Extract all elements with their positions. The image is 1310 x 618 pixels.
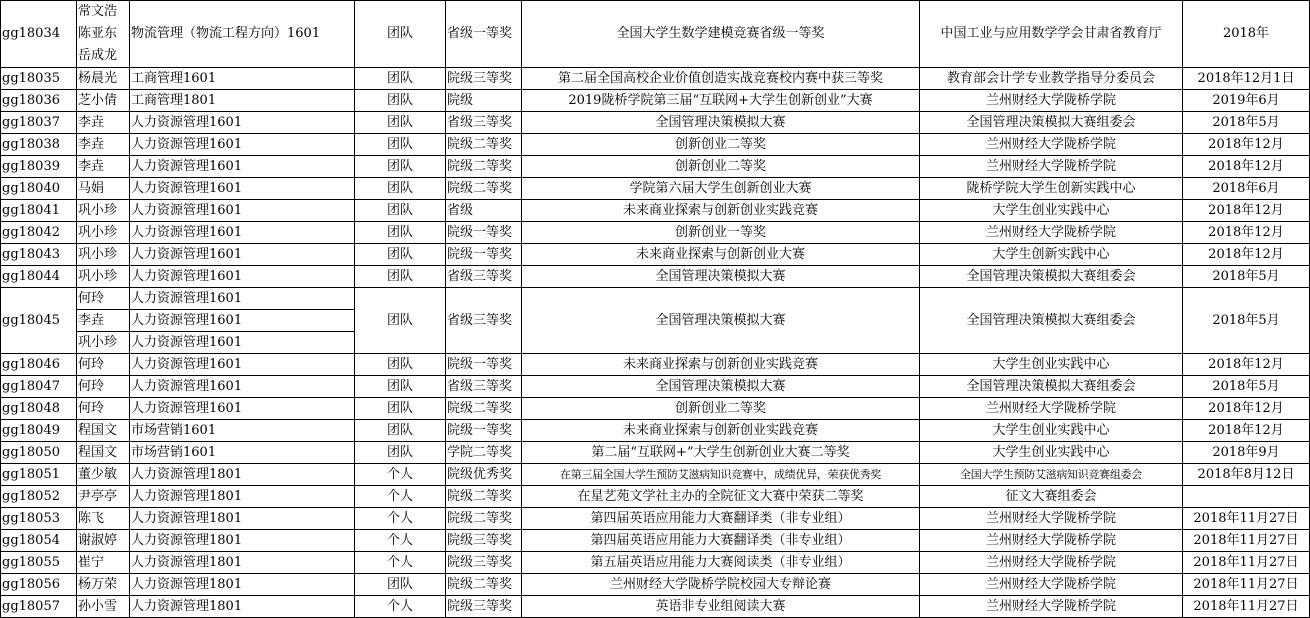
major-cell: 人力资源管理1601 bbox=[130, 288, 355, 310]
major-cell: 人力资源管理1801 bbox=[130, 508, 355, 530]
organizer-cell: 陇桥学院大学生创新实践中心 bbox=[920, 178, 1183, 200]
award-level-cell: 院级优秀奖 bbox=[446, 464, 522, 486]
type-cell: 团队 bbox=[355, 574, 446, 596]
name-cell: 巩小珍 bbox=[77, 244, 130, 266]
name-line: 常文浩 bbox=[78, 4, 118, 19]
organizer-cell: 中国工业与应用数学学会甘肃省教育厅 bbox=[920, 1, 1183, 68]
record-id-cell: gg18057 bbox=[1, 596, 77, 618]
contest-cell: 第四届英语应用能力大赛翻译类（非专业组） bbox=[522, 508, 920, 530]
organizer-cell: 征文大赛组委会 bbox=[920, 486, 1183, 508]
type-cell: 团队 bbox=[355, 90, 446, 112]
award-level-cell: 院级二等奖 bbox=[446, 178, 522, 200]
table-row bbox=[1, 178, 1310, 200]
contest-cell: 第五届英语应用能力大赛阅读类（非专业组） bbox=[522, 552, 920, 574]
table-row bbox=[1, 398, 1310, 420]
award-level-cell: 院级二等奖 bbox=[446, 486, 522, 508]
contest-cell: 未来商业探索与创新创业实践竞赛 bbox=[522, 420, 920, 442]
organizer-cell: 全国管理决策模拟大赛组委会 bbox=[920, 266, 1183, 288]
organizer-cell: 兰州财经大学陇桥学院 bbox=[920, 90, 1183, 112]
name-cell: 李垚 bbox=[77, 310, 130, 332]
record-id-cell: gg18038 bbox=[1, 134, 77, 156]
name-cell: 巩小珍 bbox=[77, 222, 130, 244]
table-row bbox=[1, 156, 1310, 178]
name-cell: 李垚 bbox=[77, 134, 130, 156]
major-cell: 物流管理（物流工程方向）1601 bbox=[130, 1, 355, 68]
organizer-cell: 大学生创业实践中心 bbox=[920, 420, 1183, 442]
type-cell: 团队 bbox=[355, 112, 446, 134]
major-cell: 人力资源管理1801 bbox=[130, 486, 355, 508]
date-cell: 2018年5月 bbox=[1183, 288, 1310, 354]
type-cell: 团队 bbox=[355, 420, 446, 442]
date-cell: 2018年12月 bbox=[1183, 420, 1310, 442]
table-row bbox=[1, 266, 1310, 288]
type-cell: 团队 bbox=[355, 266, 446, 288]
organizer-cell: 兰州财经大学陇桥学院 bbox=[920, 222, 1183, 244]
table-row bbox=[1, 530, 1310, 552]
date-cell: 2018年12月 bbox=[1183, 134, 1310, 156]
date-cell: 2018年5月 bbox=[1183, 376, 1310, 398]
table-row bbox=[1, 134, 1310, 156]
contest-cell: 全国管理决策模拟大赛 bbox=[522, 112, 920, 134]
contest-cell: 未来商业探索与创新创业实践竞赛 bbox=[522, 200, 920, 222]
major-cell: 人力资源管理1801 bbox=[130, 530, 355, 552]
contest-cell: 兰州财经大学陇桥学院校园大专辩论赛 bbox=[522, 574, 920, 596]
record-id-cell: gg18048 bbox=[1, 398, 77, 420]
contest-cell: 未来商业探索与创新创业实践竞赛 bbox=[522, 354, 920, 376]
organizer-cell: 教育部会计学专业教学指导分委员会 bbox=[920, 68, 1183, 90]
contest-cell: 创新创业二等奖 bbox=[522, 156, 920, 178]
major-cell: 人力资源管理1601 bbox=[130, 244, 355, 266]
table-row bbox=[1, 486, 1310, 508]
major-cell: 人力资源管理1601 bbox=[130, 112, 355, 134]
name-cell: 巩小珍 bbox=[77, 332, 130, 354]
award-level-cell: 学院二等奖 bbox=[446, 442, 522, 464]
type-cell: 个人 bbox=[355, 486, 446, 508]
major-cell: 市场营销1601 bbox=[130, 442, 355, 464]
award-level-cell: 省级三等奖 bbox=[446, 376, 522, 398]
record-id-cell: gg18053 bbox=[1, 508, 77, 530]
name-cell: 马娟 bbox=[77, 178, 130, 200]
award-level-cell: 院级三等奖 bbox=[446, 530, 522, 552]
award-level-cell: 院级二等奖 bbox=[446, 508, 522, 530]
award-level-cell: 省级一等奖 bbox=[446, 1, 522, 68]
award-level-cell: 院级二等奖 bbox=[446, 156, 522, 178]
award-level-cell: 省级三等奖 bbox=[446, 266, 522, 288]
major-cell: 人力资源管理1601 bbox=[130, 156, 355, 178]
contest-cell: 在第三届全国大学生预防艾滋病知识竞赛中，成绩优异，荣获优秀奖 bbox=[522, 464, 920, 486]
contest-cell: 第四届英语应用能力大赛翻译类（非专业组） bbox=[522, 530, 920, 552]
type-cell: 团队 bbox=[355, 354, 446, 376]
date-cell: 2018年9月 bbox=[1183, 442, 1310, 464]
table-row bbox=[1, 244, 1310, 266]
table-row bbox=[1, 288, 1310, 310]
record-id-cell: gg18039 bbox=[1, 156, 77, 178]
table-row bbox=[1, 222, 1310, 244]
table-row bbox=[1, 90, 1310, 112]
name-cell: 董少敏 bbox=[77, 464, 130, 486]
table-row bbox=[1, 376, 1310, 398]
type-cell: 个人 bbox=[355, 530, 446, 552]
name-cell: 巩小珍 bbox=[77, 200, 130, 222]
table-row bbox=[1, 1, 1310, 68]
record-id-cell: gg18040 bbox=[1, 178, 77, 200]
table-row bbox=[1, 574, 1310, 596]
name-cell: 何玲 bbox=[77, 354, 130, 376]
date-cell: 2018年12月 bbox=[1183, 354, 1310, 376]
table-row bbox=[1, 68, 1310, 90]
major-cell: 人力资源管理1601 bbox=[130, 354, 355, 376]
record-id-cell: gg18037 bbox=[1, 112, 77, 134]
table-row bbox=[1, 442, 1310, 464]
name-cell: 孙小雪 bbox=[77, 596, 130, 618]
major-cell: 人力资源管理1801 bbox=[130, 574, 355, 596]
record-id-cell: gg18046 bbox=[1, 354, 77, 376]
record-id-cell: gg18056 bbox=[1, 574, 77, 596]
award-level-cell: 院级 bbox=[446, 90, 522, 112]
name-cell: 谢淑婷 bbox=[77, 530, 130, 552]
name-cell: 何玲 bbox=[77, 288, 130, 310]
award-level-cell: 院级三等奖 bbox=[446, 596, 522, 618]
major-cell: 人力资源管理1601 bbox=[130, 134, 355, 156]
type-cell: 团队 bbox=[355, 178, 446, 200]
major-cell: 市场营销1601 bbox=[130, 420, 355, 442]
record-id-cell: gg18050 bbox=[1, 442, 77, 464]
type-cell: 团队 bbox=[355, 222, 446, 244]
name-cell: 程国文 bbox=[77, 442, 130, 464]
contest-cell: 创新创业一等奖 bbox=[522, 222, 920, 244]
record-id-cell: gg18055 bbox=[1, 552, 77, 574]
major-cell: 人力资源管理1601 bbox=[130, 266, 355, 288]
organizer-cell: 大学生创业实践中心 bbox=[920, 354, 1183, 376]
record-id-cell: gg18042 bbox=[1, 222, 77, 244]
type-cell: 团队 bbox=[355, 68, 446, 90]
award-level-cell: 院级三等奖 bbox=[446, 68, 522, 90]
type-cell: 个人 bbox=[355, 596, 446, 618]
record-id-cell: gg18043 bbox=[1, 244, 77, 266]
contest-cell: 全国管理决策模拟大赛 bbox=[522, 266, 920, 288]
date-cell: 2018年12月 bbox=[1183, 156, 1310, 178]
date-cell: 2019年6月 bbox=[1183, 90, 1310, 112]
award-level-cell: 省级三等奖 bbox=[446, 288, 522, 354]
major-cell: 人力资源管理1601 bbox=[130, 398, 355, 420]
organizer-cell: 全国管理决策模拟大赛组委会 bbox=[920, 112, 1183, 134]
type-cell: 团队 bbox=[355, 376, 446, 398]
organizer-cell: 兰州财经大学陇桥学院 bbox=[920, 552, 1183, 574]
date-cell bbox=[1183, 486, 1310, 508]
organizer-cell: 兰州财经大学陇桥学院 bbox=[920, 596, 1183, 618]
award-level-cell: 院级一等奖 bbox=[446, 420, 522, 442]
major-cell: 人力资源管理1601 bbox=[130, 200, 355, 222]
date-cell: 2018年6月 bbox=[1183, 178, 1310, 200]
table-row bbox=[1, 596, 1310, 618]
organizer-cell: 全国管理决策模拟大赛组委会 bbox=[920, 288, 1183, 354]
record-id-cell: gg18044 bbox=[1, 266, 77, 288]
date-cell: 2018年12月 bbox=[1183, 222, 1310, 244]
date-cell: 2018年12月 bbox=[1183, 244, 1310, 266]
type-cell: 团队 bbox=[355, 200, 446, 222]
contest-cell: 未来商业探索与创新创业大赛 bbox=[522, 244, 920, 266]
major-cell: 人力资源管理1601 bbox=[130, 178, 355, 200]
name-cell: 芝小倩 bbox=[77, 90, 130, 112]
record-id-cell: gg18035 bbox=[1, 68, 77, 90]
award-level-cell: 院级二等奖 bbox=[446, 134, 522, 156]
table-row bbox=[1, 420, 1310, 442]
major-cell: 人力资源管理1601 bbox=[130, 376, 355, 398]
date-cell: 2018年5月 bbox=[1183, 266, 1310, 288]
name-cell: 巩小珍 bbox=[77, 266, 130, 288]
type-cell: 团队 bbox=[355, 288, 446, 354]
organizer-cell: 兰州财经大学陇桥学院 bbox=[920, 508, 1183, 530]
table-row bbox=[1, 552, 1310, 574]
major-cell: 人力资源管理1801 bbox=[130, 596, 355, 618]
contest-cell: 第二届“互联网+”大学生创新创业大赛二等奖 bbox=[522, 442, 920, 464]
organizer-cell: 大学生创新实践中心 bbox=[920, 244, 1183, 266]
award-level-cell: 省级 bbox=[446, 200, 522, 222]
major-cell: 人力资源管理1801 bbox=[130, 464, 355, 486]
table-row bbox=[1, 112, 1310, 134]
contest-cell: 在星艺苑文学社主办的全院征文大赛中荣获二等奖 bbox=[522, 486, 920, 508]
record-id-cell: gg18034 bbox=[1, 1, 77, 68]
name-cell: 李垚 bbox=[77, 156, 130, 178]
organizer-cell: 大学生创业实践中心 bbox=[920, 442, 1183, 464]
record-id-cell: gg18047 bbox=[1, 376, 77, 398]
name-cell: 崔宁 bbox=[77, 552, 130, 574]
organizer-cell: 兰州财经大学陇桥学院 bbox=[920, 398, 1183, 420]
name-line: 陈亚东 bbox=[78, 26, 118, 41]
contest-cell: 创新创业二等奖 bbox=[522, 398, 920, 420]
record-id-cell: gg18041 bbox=[1, 200, 77, 222]
award-level-cell: 院级二等奖 bbox=[446, 398, 522, 420]
type-cell: 个人 bbox=[355, 552, 446, 574]
date-cell: 2018年11月27日 bbox=[1183, 552, 1310, 574]
date-cell: 2018年 bbox=[1183, 1, 1310, 68]
contest-cell: 第二届全国高校企业价值创造实战竞赛校内赛中获三等奖 bbox=[522, 68, 920, 90]
contest-cell: 2019陇桥学院第三届“互联网+大学生创新创业”大赛 bbox=[522, 90, 920, 112]
major-cell: 工商管理1801 bbox=[130, 90, 355, 112]
type-cell: 个人 bbox=[355, 464, 446, 486]
contest-cell: 全国大学生数学建模竞赛省级一等奖 bbox=[522, 1, 920, 68]
contest-cell: 创新创业二等奖 bbox=[522, 134, 920, 156]
date-cell: 2018年11月27日 bbox=[1183, 530, 1310, 552]
date-cell: 2018年11月27日 bbox=[1183, 574, 1310, 596]
table-row bbox=[1, 508, 1310, 530]
type-cell: 团队 bbox=[355, 398, 446, 420]
organizer-cell: 大学生创业实践中心 bbox=[920, 200, 1183, 222]
contest-cell: 英语非专业组阅读大赛 bbox=[522, 596, 920, 618]
name-cell: 杨万荣 bbox=[77, 574, 130, 596]
contest-cell: 全国管理决策模拟大赛 bbox=[522, 376, 920, 398]
major-cell: 人力资源管理1601 bbox=[130, 310, 355, 332]
date-cell: 2018年11月27日 bbox=[1183, 596, 1310, 618]
organizer-cell: 全国大学生预防艾滋病知识竞赛组委会 bbox=[920, 464, 1183, 486]
major-cell: 人力资源管理1601 bbox=[130, 332, 355, 354]
date-cell: 2018年12月1日 bbox=[1183, 68, 1310, 90]
record-id-cell: gg18054 bbox=[1, 530, 77, 552]
award-level-cell: 省级三等奖 bbox=[446, 112, 522, 134]
record-id-cell: gg18036 bbox=[1, 90, 77, 112]
type-cell: 个人 bbox=[355, 508, 446, 530]
name-cell: 杨晨光 bbox=[77, 68, 130, 90]
name-cell: 何玲 bbox=[77, 398, 130, 420]
table-row bbox=[1, 354, 1310, 376]
date-cell: 2018年8月12日 bbox=[1183, 464, 1310, 486]
name-cell: 陈飞 bbox=[77, 508, 130, 530]
award-level-cell: 院级二等奖 bbox=[446, 574, 522, 596]
type-cell: 团队 bbox=[355, 442, 446, 464]
major-cell: 人力资源管理1801 bbox=[130, 552, 355, 574]
record-id-cell: gg18052 bbox=[1, 486, 77, 508]
table-row bbox=[1, 200, 1310, 222]
type-cell: 团队 bbox=[355, 244, 446, 266]
award-level-cell: 院级一等奖 bbox=[446, 244, 522, 266]
organizer-cell: 兰州财经大学陇桥学院 bbox=[920, 156, 1183, 178]
type-cell: 团队 bbox=[355, 1, 446, 68]
major-cell: 人力资源管理1601 bbox=[130, 222, 355, 244]
record-id-cell: gg18051 bbox=[1, 464, 77, 486]
organizer-cell: 兰州财经大学陇桥学院 bbox=[920, 134, 1183, 156]
organizer-cell: 全国管理决策模拟大赛组委会 bbox=[920, 376, 1183, 398]
type-cell: 团队 bbox=[355, 134, 446, 156]
award-level-cell: 院级三等奖 bbox=[446, 552, 522, 574]
major-cell: 工商管理1601 bbox=[130, 68, 355, 90]
name-cell: 尹亭亭 bbox=[77, 486, 130, 508]
names-cell bbox=[77, 1, 130, 68]
name-cell: 李垚 bbox=[77, 112, 130, 134]
name-line: 岳成龙 bbox=[78, 48, 118, 63]
type-cell: 团队 bbox=[355, 156, 446, 178]
date-cell: 2018年12月 bbox=[1183, 200, 1310, 222]
table-row bbox=[1, 464, 1310, 486]
organizer-cell: 兰州财经大学陇桥学院 bbox=[920, 530, 1183, 552]
date-cell: 2018年5月 bbox=[1183, 112, 1310, 134]
record-id-cell: gg18049 bbox=[1, 420, 77, 442]
contest-cell: 学院第六届大学生创新创业大赛 bbox=[522, 178, 920, 200]
date-cell: 2018年11月27日 bbox=[1183, 508, 1310, 530]
organizer-cell: 兰州财经大学陇桥学院 bbox=[920, 574, 1183, 596]
contest-cell: 全国管理决策模拟大赛 bbox=[522, 288, 920, 354]
date-cell: 2018年12月 bbox=[1183, 398, 1310, 420]
name-cell: 何玲 bbox=[77, 376, 130, 398]
award-level-cell: 院级一等奖 bbox=[446, 222, 522, 244]
name-cell: 程国文 bbox=[77, 420, 130, 442]
record-id-cell: gg18045 bbox=[1, 288, 77, 354]
award-level-cell: 院级一等奖 bbox=[446, 354, 522, 376]
